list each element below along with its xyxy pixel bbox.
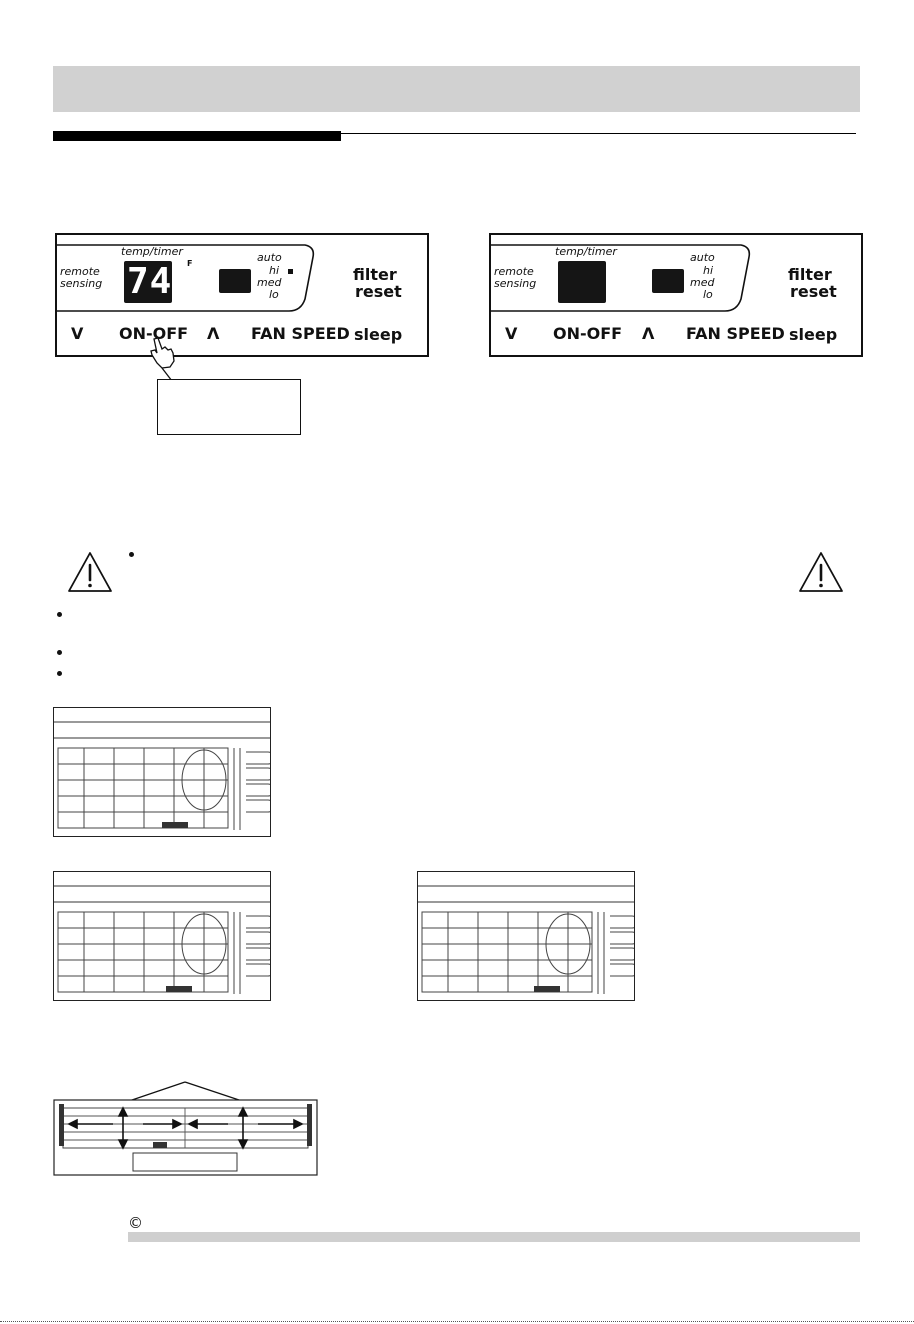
on-off-button[interactable]: ON-OFF <box>119 324 189 343</box>
fan-lo-label: lo <box>269 288 279 301</box>
fan-med-label: med <box>257 276 282 289</box>
fan-speed-button[interactable]: FAN SPEED <box>686 324 785 343</box>
fan-med-label: med <box>690 276 715 289</box>
sensing-label: sensing <box>60 277 103 290</box>
bullet-point <box>57 671 62 676</box>
fan-speed-display <box>652 269 684 293</box>
filter-reset-button-line2[interactable]: reset <box>355 282 402 301</box>
fan-auto-label: auto <box>257 251 282 264</box>
remote-label: remote <box>494 265 534 278</box>
sleep-button[interactable]: sleep <box>354 325 403 344</box>
section-rule-thin <box>341 133 856 134</box>
control-panel-left <box>55 233 429 357</box>
pointing-hand-icon <box>140 335 200 385</box>
copyright-symbol: © <box>128 1214 143 1232</box>
unit-grille-illustration-3 <box>417 871 635 1001</box>
section-rule-thick <box>53 131 341 141</box>
control-panel-right <box>489 233 863 357</box>
unit-grille-illustration-1 <box>53 707 271 837</box>
bullet-point <box>57 650 62 655</box>
header-bar <box>53 66 860 112</box>
filter-reset-button-line1[interactable]: filter <box>788 265 832 284</box>
fahrenheit-indicator: F <box>187 259 193 268</box>
sensing-label: sensing <box>494 277 537 290</box>
airflow-louver-illustration <box>53 1080 319 1176</box>
temp-up-button[interactable]: Λ <box>642 324 655 343</box>
fan-auto-label: auto <box>690 251 715 264</box>
fan-speed-display <box>219 269 251 293</box>
bullet-point <box>129 552 134 557</box>
filter-reset-button-line2[interactable]: reset <box>790 282 837 301</box>
sleep-button[interactable]: sleep <box>789 325 838 344</box>
callout-box <box>157 379 301 435</box>
fan-lo-label: lo <box>703 288 713 301</box>
on-off-button[interactable]: ON-OFF <box>553 324 623 343</box>
fan-hi-label: hi <box>269 264 280 277</box>
temp-down-button[interactable]: V <box>505 324 518 343</box>
remote-label: remote <box>60 265 100 278</box>
temp-up-button[interactable]: Λ <box>207 324 220 343</box>
page-edge-dotted-line <box>0 1321 914 1322</box>
temp-timer-label: temp/timer <box>121 245 183 258</box>
warning-triangle-icon <box>797 550 845 594</box>
warning-triangle-icon <box>66 550 114 594</box>
fan-hi-label: hi <box>703 264 714 277</box>
temp-timer-label: temp/timer <box>555 245 617 258</box>
temp-down-button[interactable]: V <box>71 324 84 343</box>
bullet-point <box>57 612 62 617</box>
filter-reset-button-line1[interactable]: filter <box>353 265 397 284</box>
temperature-display <box>124 261 172 303</box>
fan-hi-indicator-dot <box>288 269 293 274</box>
footer-bar <box>128 1232 860 1242</box>
temperature-display <box>558 261 606 303</box>
fan-speed-button[interactable]: FAN SPEED <box>251 324 350 343</box>
unit-grille-illustration-2 <box>53 871 271 1001</box>
temperature-value: 74 <box>127 261 173 302</box>
